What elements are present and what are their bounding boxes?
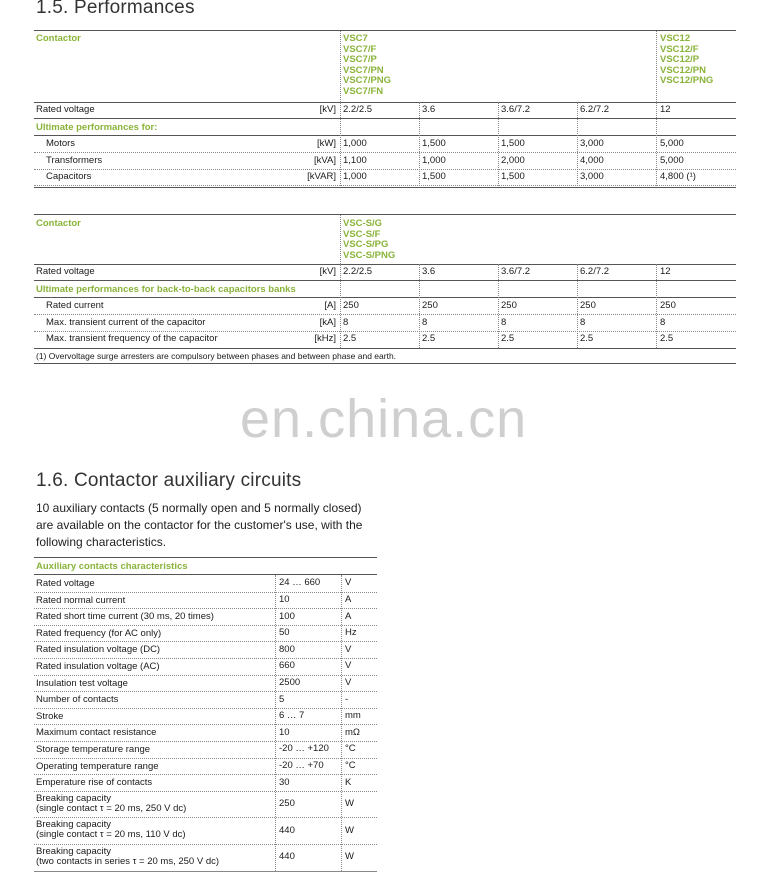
column-divider: [498, 102, 499, 186]
column-divider: [419, 264, 420, 348]
column-divider: [498, 264, 499, 348]
model-name: VSC12/PN: [660, 64, 706, 76]
aux-row-value: 50: [279, 627, 290, 639]
auxiliary-description-line: are available on the contactor for the customer's use, with the: [36, 518, 363, 532]
capacitor-row-value: 250: [501, 300, 517, 311]
row-rule: [34, 625, 377, 626]
watermark-text: en.china.cn: [240, 389, 528, 449]
aux-row-unit: °C: [345, 743, 356, 755]
model-name: VSC-S/PNG: [343, 249, 396, 261]
aux-row-label: Emperature rise of contacts: [36, 777, 153, 789]
model-name: VSC12: [660, 33, 691, 44]
aux-row-value: 250: [279, 798, 295, 810]
row-rule: [34, 871, 377, 872]
aux-row-unit: V: [345, 676, 352, 688]
performance-row-value: 4,800 (¹): [660, 171, 696, 183]
performance-row-value: 5,000: [660, 154, 684, 166]
aux-row-unit: K: [345, 776, 352, 788]
table-top-rule: [34, 30, 736, 31]
row-rule: [34, 724, 377, 725]
performance-row-value: 1,100: [343, 154, 367, 166]
row-rule: [34, 314, 736, 315]
aux-row-sublabel: (single contact τ = 20 ms, 250 V dc): [36, 802, 187, 814]
column-divider: [340, 31, 341, 102]
column-divider: [340, 215, 341, 264]
row-rule: [34, 641, 377, 642]
aux-row-value: 2500: [279, 676, 301, 688]
rated-voltage-value: 3.6/7.2: [501, 266, 531, 277]
aux-row-sublabel: (two contacts in series τ = 20 ms, 250 V dc): [36, 856, 220, 867]
model-name: VSC12/PNG: [660, 75, 714, 87]
aux-row-label: Insulation test voltage: [36, 677, 128, 689]
aux-row-value: 5: [279, 693, 285, 705]
aux-row-value: 440: [279, 851, 295, 863]
aux-row-value: 440: [279, 824, 295, 836]
aux-row-label: Stroke: [36, 710, 64, 722]
capacitor-row-value: 2.5: [580, 333, 594, 345]
aux-row-unit: V: [345, 643, 352, 655]
contactor-label: Contactor: [36, 218, 81, 229]
row-rule: [34, 758, 377, 759]
model-name: VSC7/F: [343, 43, 377, 55]
performance-row-label: Capacitors: [46, 171, 92, 183]
column-divider: [656, 102, 657, 186]
aux-row-label: Storage temperature range: [36, 744, 151, 755]
aux-row-value: 30: [279, 776, 290, 788]
aux-row-value: 10: [279, 726, 290, 738]
performance-row-value: 1,500: [501, 171, 525, 183]
rated-voltage-value: 2.2/2.5: [343, 266, 373, 277]
performance-row-value: 4,000: [580, 154, 604, 166]
aux-row-unit: mΩ: [345, 726, 361, 738]
column-divider: [656, 264, 657, 348]
aux-row-value: 800: [279, 643, 295, 655]
row-rule: [34, 102, 736, 103]
capacitor-row-value: 250: [580, 300, 596, 311]
capacitor-row-label: Rated current: [46, 300, 104, 311]
capacitor-row-value: 250: [660, 300, 676, 311]
rated-voltage-unit: [kV]: [319, 104, 336, 115]
aux-row-value: 100: [279, 610, 295, 622]
column-divider: [577, 264, 578, 348]
performance-row-unit: [kW]: [317, 138, 336, 149]
row-rule: [34, 608, 377, 609]
performance-row-value: 1,000: [422, 154, 446, 166]
performance-row-unit: [kVA]: [314, 154, 336, 166]
auxiliary-description-line: 10 auxiliary contacts (5 normally open and 5 normally closed): [36, 501, 362, 515]
column-divider: [656, 31, 657, 102]
aux-row-unit: V: [345, 660, 352, 672]
aux-row-label: Rated voltage: [36, 578, 95, 589]
footnote: (1) Overvoltage surge arresters are compulsory between phases and between phase and earth.: [36, 351, 397, 361]
capacitor-row-value: 2.5: [501, 333, 515, 345]
performance-row-value: 1,500: [422, 138, 446, 149]
performance-row-value: 2,000: [501, 154, 525, 166]
aux-row-unit: V: [345, 577, 352, 589]
row-rule: [34, 844, 377, 845]
capacitor-row-value: 250: [343, 300, 359, 311]
model-name: VSC7/FN: [343, 86, 384, 97]
row-rule: [34, 708, 377, 709]
capacitor-row-label: Max. transient frequency of the capacitor: [46, 333, 218, 345]
aux-row-label: Rated short time current (30 ms, 20 times): [36, 611, 214, 623]
row-rule: [34, 791, 377, 792]
aux-row-label: Breaking capacity: [36, 792, 111, 804]
row-rule: [34, 135, 736, 136]
capacitor-row-value: 8: [580, 316, 586, 328]
aux-row-value: 10: [279, 593, 290, 605]
aux-row-label: Breaking capacity: [36, 846, 111, 857]
model-name: VSC12/P: [660, 54, 700, 66]
aux-row-label: Number of contacts: [36, 694, 119, 706]
row-rule: [34, 658, 377, 659]
aux-row-unit: -: [345, 693, 349, 705]
rated-voltage-value: 2.2/2.5: [343, 104, 373, 115]
column-divider: [419, 102, 420, 186]
capacitor-row-label: Max. transient current of the capacitor: [46, 316, 206, 328]
row-rule: [34, 741, 377, 742]
rated-voltage-value: 3.6: [422, 266, 436, 277]
aux-table-title: Auxiliary contacts characteristics: [36, 561, 188, 572]
aux-row-label: Rated frequency (for AC only): [36, 627, 162, 639]
column-divider: [577, 102, 578, 186]
aux-row-value: 6 … 7: [279, 710, 305, 722]
model-name: VSC12/F: [660, 43, 699, 55]
capacitor-row-value: 8: [343, 316, 349, 328]
row-rule: [34, 280, 736, 281]
performance-row-value: 1,500: [422, 171, 446, 183]
aux-row-unit: W: [345, 824, 354, 836]
column-divider: [341, 575, 342, 871]
ultimate-performances-label: Ultimate performances for:: [36, 122, 158, 133]
rated-voltage-label: Rated voltage: [36, 104, 95, 115]
performance-row-value: 3,000: [580, 138, 604, 149]
section-title-auxiliary: 1.6. Contactor auxiliary circuits: [36, 470, 302, 491]
model-name: VSC-S/G: [343, 218, 383, 229]
row-rule: [34, 675, 377, 676]
capacitor-row-unit: [A]: [324, 300, 336, 311]
rated-voltage-value: 6.2/7.2: [580, 266, 610, 277]
aux-row-unit: mm: [345, 710, 361, 722]
performance-row-label: Motors: [46, 138, 76, 149]
aux-row-unit: W: [345, 851, 354, 863]
capacitor-row-value: 2.5: [660, 333, 674, 345]
aux-row-value: 660: [279, 660, 295, 672]
row-rule: [34, 187, 736, 188]
performance-row-value: 1,000: [343, 138, 367, 149]
aux-row-label: Operating temperature range: [36, 760, 159, 772]
column-divider: [340, 264, 341, 348]
row-rule: [34, 592, 377, 593]
row-rule: [34, 774, 377, 775]
row-rule: [34, 118, 736, 119]
model-name: VSC7/PN: [343, 64, 384, 76]
section-title-performances: 1.5. Performances: [36, 0, 195, 18]
auxiliary-description-line: following characteristics.: [36, 535, 167, 549]
aux-table-top-rule: [34, 557, 377, 558]
aux-row-label: Rated normal current: [36, 594, 126, 606]
model-name: VSC-S/PG: [343, 239, 389, 251]
capacitor-row-value: 250: [422, 300, 438, 311]
performance-row-value: 3,000: [580, 171, 604, 183]
performance-row-value: 1,500: [501, 138, 525, 149]
rated-voltage-value: 3.6: [422, 104, 436, 115]
row-rule: [34, 169, 736, 170]
aux-row-unit: A: [345, 610, 352, 622]
table-bottom-rule: [34, 363, 736, 364]
rated-voltage-value: 3.6/7.2: [501, 104, 531, 115]
row-rule: [34, 264, 736, 265]
model-name: VSC-S/F: [343, 228, 381, 240]
aux-row-unit: Hz: [345, 627, 357, 639]
model-name: VSC7/P: [343, 54, 377, 66]
aux-table-header-rule: [34, 574, 377, 575]
capacitor-row-unit: [kHz]: [314, 333, 336, 345]
aux-row-sublabel: (single contact τ = 20 ms, 110 V dc): [36, 829, 186, 841]
model-name: VSC7: [343, 33, 368, 44]
rated-voltage-value: 6.2/7.2: [580, 104, 610, 115]
performance-row-value: 5,000: [660, 138, 684, 149]
column-divider: [275, 575, 276, 871]
contactor-label: Contactor: [36, 33, 81, 44]
aux-row-label: Rated insulation voltage (AC): [36, 661, 160, 672]
table-top-rule: [34, 214, 736, 215]
aux-row-unit: A: [345, 593, 352, 605]
performance-row-label: Transformers: [46, 154, 103, 166]
row-rule: [34, 348, 736, 349]
auxiliary-description: [36, 500, 362, 551]
performance-row-value: 1,000: [343, 171, 367, 183]
model-name: VSC7/PNG: [343, 75, 392, 87]
rated-voltage-label: Rated voltage: [36, 266, 95, 277]
row-rule: [34, 331, 736, 332]
capacitor-row-value: 2.5: [343, 333, 357, 345]
aux-row-value: -20 … +120: [279, 743, 329, 755]
aux-row-value: 24 … 660: [279, 577, 321, 589]
performance-row-unit: [kVAR]: [307, 171, 336, 183]
row-rule: [34, 691, 377, 692]
row-rule: [34, 297, 736, 298]
capacitor-row-value: 8: [501, 316, 507, 328]
capacitor-row-value: 8: [660, 316, 666, 328]
row-rule: [34, 817, 377, 818]
aux-row-label: Breaking capacity: [36, 819, 111, 831]
rated-voltage-value: 12: [660, 104, 671, 115]
row-rule: [34, 152, 736, 153]
rated-voltage-unit: [kV]: [319, 266, 336, 277]
aux-row-label: Rated insulation voltage (DC): [36, 644, 161, 656]
capacitor-row-value: 2.5: [422, 333, 436, 345]
aux-row-unit: °C: [345, 759, 356, 771]
column-divider: [340, 102, 341, 186]
capacitor-row-unit: [kA]: [319, 316, 336, 328]
rated-voltage-value: 12: [660, 266, 671, 277]
aux-row-unit: W: [345, 798, 354, 810]
ultimate-performances-label: Ultimate performances for back-to-back capacitors banks: [36, 284, 296, 295]
aux-row-label: Maximum contact resistance: [36, 727, 157, 739]
capacitor-row-value: 8: [422, 316, 428, 328]
aux-row-value: -20 … +70: [279, 759, 324, 771]
